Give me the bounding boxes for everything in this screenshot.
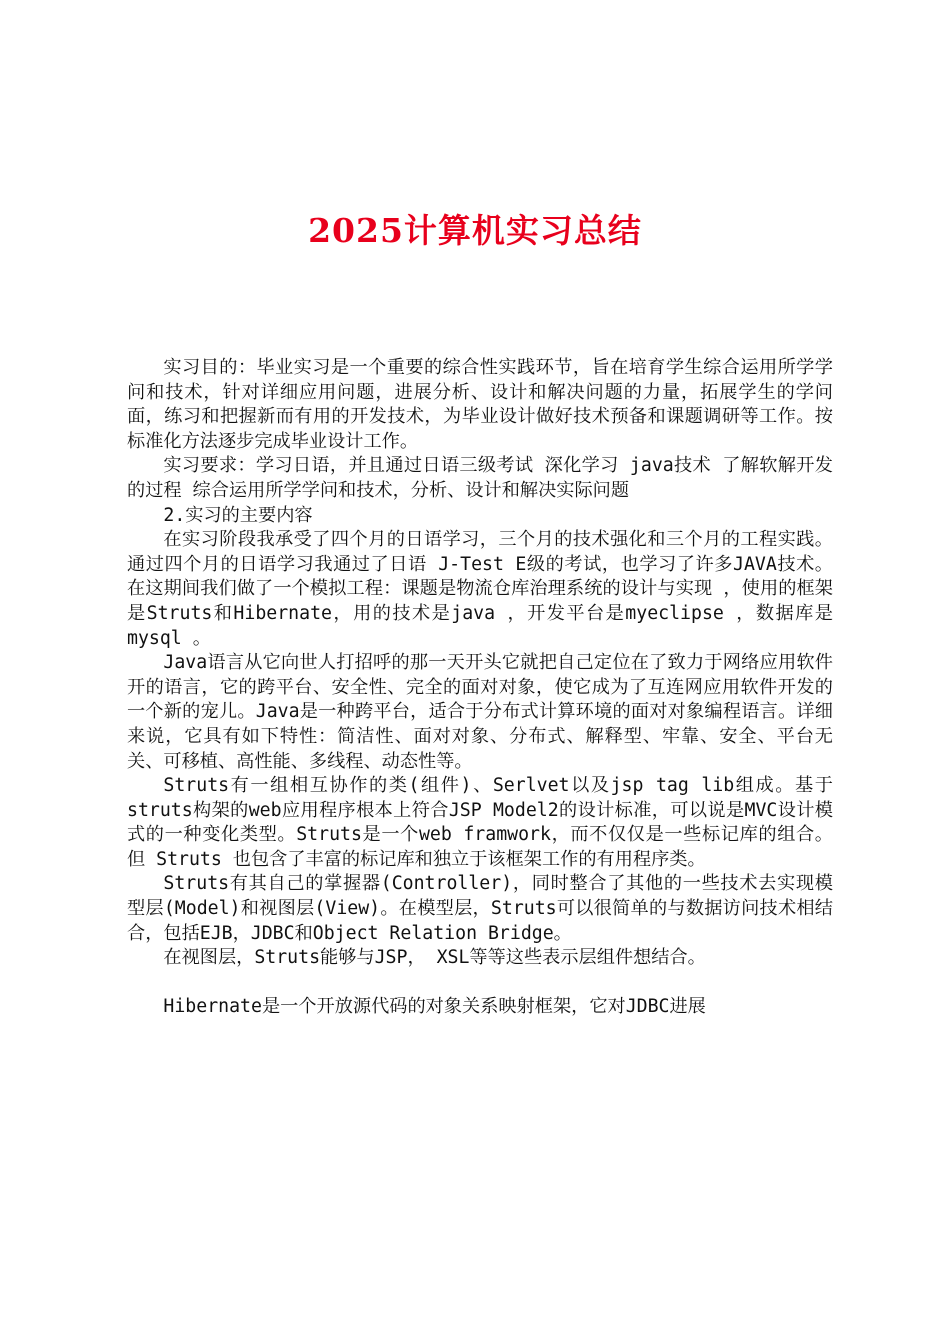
paragraph-struts-intro: Struts有一组相互协作的类(组件)、Serlvet以及jsp tag lib组成。基于struts构架的web应用程序根本上符合JSP Model2的设计标准，可以说是MVC设计模式的一种变化类型。Struts是一个web framwork，而不仅仅是一些标记库的组合。但 Struts 也包含了丰富的标记库和独立于该框架工作的有用程序类。	[127, 775, 833, 870]
paragraph-purpose: 实习目的：毕业实习是一个重要的综合性实践环节，旨在培育学生综合运用所学学问和技术，针对详细应用问题，进展分析、设计和解决问题的力量，拓展学生的学问面，练习和把握新而有用的开发技术，为毕业设计做好技术预备和课题调研等工作。按标准化方法逐步完成毕业设计工作。	[127, 357, 833, 452]
paragraph-hibernate: Hibernate是一个开放源代码的对象关系映射框架，它对JDBC进展	[163, 996, 706, 1018]
document-body	[127, 356, 833, 1020]
paragraph-struts-view: 在视图层，Struts能够与JSP， XSL等等这些表示层组件想结合。	[163, 947, 706, 969]
paragraph-requirements: 实习要求：学习日语，并且通过日语三级考试 深化学习 java技术 了解软解开发的过程 综合运用所学学问和技术，分析、设计和解决实际问题	[127, 455, 833, 501]
paragraph-struts-controller: Struts有其自己的掌握器(Controller)，同时整合了其他的一些技术去实现模型层(Model)和视图层(View)。在模型层，Struts可以很简单的与数据访问技术相结合，包括EJB，JDBC和Object Relation Bridge。	[127, 873, 833, 944]
paragraph-internship-stage: 在实习阶段我承受了四个月的日语学习，三个月的技术强化和三个月的工程实践。通过四个月的日语学习我通过了日语 J-Test E级的考试，也学习了许多JAVA技术。在这期间我们做了一个模拟工程：课题是物流仓库治理系统的设计与实现 ，使用的框架是Struts和Hibernate，用的技术是java ，开发平台是myeclipse ，数据库是mysql 。	[127, 529, 833, 649]
document-title: 2025计算机实习总结	[308, 211, 642, 250]
section-heading-main-content: 2.实习的主要内容	[163, 504, 313, 526]
paragraph-java: Java语言从它向世人打招呼的那一天开头它就把自己定位在了致力于网络应用软件开的语言，它的跨平台、安全性、完全的面对对象，使它成为了互连网应用软件开发的一个新的宠儿。Java是一种跨平台，适合于分布式计算环境的面对对象编程语言。详细来说，它具有如下特性：简洁性、面对对象、分布式、解释型、牢靠、安全、平台无关、可移植、高性能、多线程、动态性等。	[127, 652, 833, 772]
